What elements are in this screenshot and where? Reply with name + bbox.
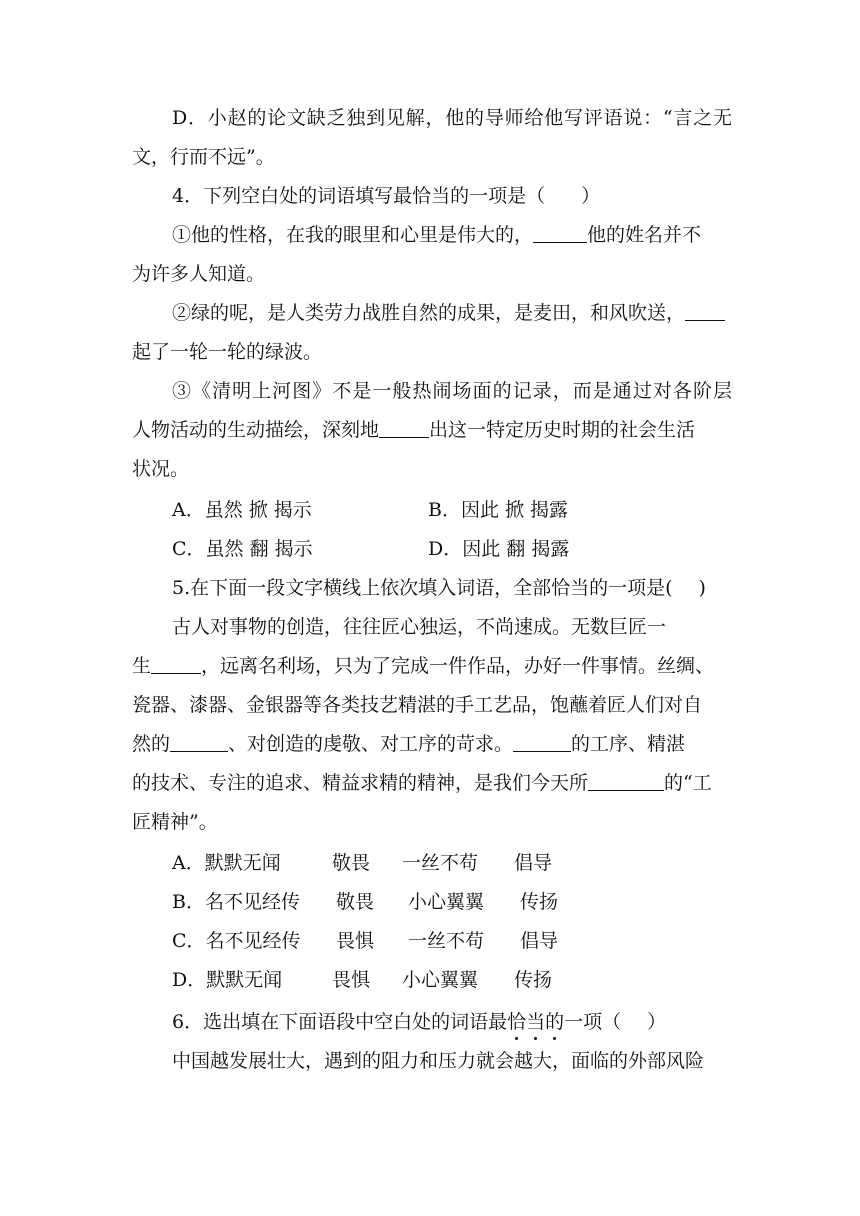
q5-option-c[interactable]: C．名不见经传 畏惧 一丝不苟 倡导 [172, 930, 559, 952]
q5-passage-4: 然的 、对创造的虔敬、对工序的苛求。 的工序、精湛 [132, 733, 686, 755]
q3-option-d-line1: D．小赵的论文缺乏独到见解，他的导师给他写评语说：“言之无 [172, 107, 732, 129]
q6-stem: 6．选出填在下面语段中空白处的词语最恰当的一项（ ） [172, 1011, 667, 1033]
q4-options-row1 [172, 496, 772, 524]
q4-sentence-3-cont: 人物活动的生动描绘，深刻地 出这一特定历史时期的社会生活 [132, 419, 696, 441]
q4-option-b[interactable]: B．因此 掀 揭露 [428, 499, 569, 521]
q4-sentence-2-cont: 起了一轮一轮的绿波。 [132, 341, 323, 363]
q4-sentence-3-end: 状况。 [132, 458, 190, 480]
q5-blank-4 [588, 770, 664, 791]
q5-option-a[interactable]: A．默默无闻 敬畏 一丝不苟 倡导 [172, 852, 553, 874]
q4-option-a[interactable]: A．虽然 掀 揭示 [172, 499, 312, 521]
q4-sentence-2: ②绿的呢，是人类劳力战胜自然的成果，是麦田，和风吹送， [172, 299, 732, 327]
q5-passage-1: 古人对事物的创造，往往匠心独运，不尚速成。无数巨匠一 [172, 616, 667, 638]
q4-options-row2 [172, 535, 772, 563]
q4-option-d[interactable]: D．因此 翻 揭露 [428, 538, 570, 560]
q3-option-d-line2: 文，行而不远”。 [132, 146, 275, 168]
emphasis-dot-char: 当 [526, 1011, 546, 1033]
q5-stem: 5.在下面一段文字横线上依次填入词语，全部恰当的一项是( ) [172, 577, 706, 599]
q4-blank-2 [685, 300, 725, 321]
q4-stem: 4．下列空白处的词语填写最恰当的一项是（ ） [172, 185, 601, 207]
q4-option-c[interactable]: C．虽然 翻 揭示 [172, 538, 313, 560]
q4-sentence-3: ③《清明上河图》不是一般热闹场面的记录，而是通过对各阶层 [172, 380, 732, 402]
q5-option-b[interactable]: B．名不见经传 敬畏 小心翼翼 传扬 [172, 891, 559, 913]
q5-passage-6: 匠精神”。 [132, 811, 218, 833]
q5-blank-3 [513, 731, 571, 752]
q4-blank-3 [379, 417, 429, 438]
q4-sentence-1-cont: 为许多人知道。 [132, 263, 266, 285]
emphasis-dot-char: 恰 [507, 1011, 527, 1033]
q5-option-d[interactable]: D．默默无闻 畏惧 小心翼翼 传扬 [172, 969, 553, 991]
q6-passage-1: 中国越发展壮大，遇到的阻力和压力就会越大，面临的外部风险 [172, 1050, 705, 1072]
q4-sentence-1: ①他的性格，在我的眼里和心里是伟大的， 他的姓名并不 [172, 224, 702, 246]
q5-passage-3: 瓷器、漆器、金银器等各类技艺精湛的手工艺品，饱蘸着匠人们对自 [132, 694, 703, 716]
q5-passage-5: 的技术、专注的追求、精益求精的精神，是我们今天所 的“工 [132, 772, 712, 794]
q5-blank-1 [151, 653, 201, 674]
q5-passage-2: 生 ，远离名利场，只为了完成一件作品，办好一件事情。丝绸、 [132, 655, 715, 677]
emphasis-dot-char: 的 [545, 1011, 565, 1033]
q5-blank-2 [170, 731, 228, 752]
q4-blank-1 [533, 222, 587, 243]
